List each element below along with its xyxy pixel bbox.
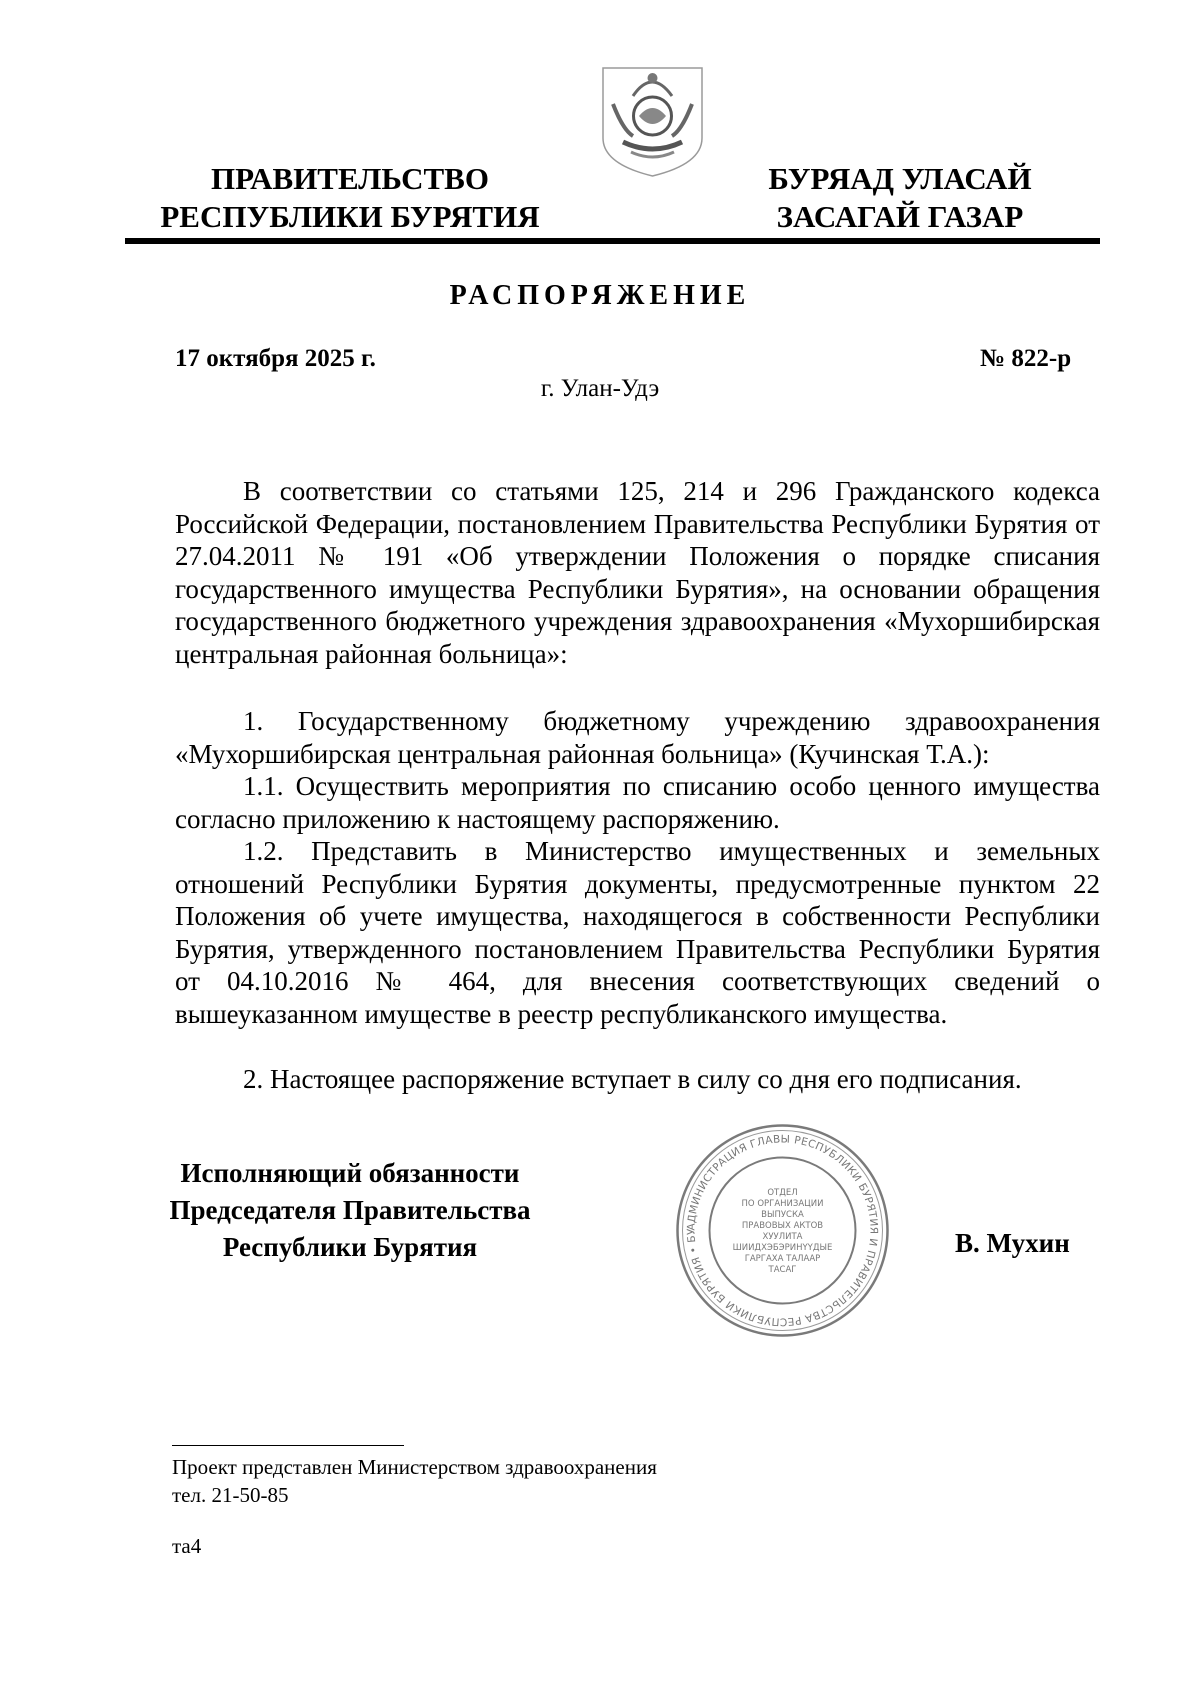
header-right-line-2: ЗАСАГАЙ ГАЗАР (776, 199, 1024, 234)
item-2-paragraph: 2. Настоящее распоряжение вступает в силу со дня его подписания. (243, 1064, 1022, 1094)
executor-code: та4 (172, 1534, 202, 1558)
seal-inner-line: ОТДЕЛ (767, 1188, 798, 1198)
seal-inner-line: ШИИДХЭБЭРИНҮҮДЫЕ (732, 1243, 833, 1253)
official-seal-stamp (665, 1123, 900, 1338)
item-1-paragraph: 1. Государственному бюджетному учреждению здравоохранения «Мухоршибирская центральная районная больница» (Кучинская Т.А.): (175, 706, 1100, 769)
coat-of-arms-icon (595, 60, 710, 180)
government-name-russian (150, 160, 550, 236)
signatory-title-line-1: Исполняющий обязанности (180, 1158, 520, 1188)
document-number: № 822-р (980, 345, 1072, 372)
header-right-line-1: БУРЯАД УЛАСАЙ (768, 161, 1032, 196)
document-date: 17 октября 2025 г. (175, 345, 376, 372)
seal-inner-line: ВЫПУСКА (761, 1210, 804, 1220)
document-type: РАСПОРЯЖЕНИЕ (449, 280, 751, 311)
seal-inner-line: ХУУЛИТА (762, 1232, 803, 1242)
signatory-title (150, 1155, 550, 1266)
seal-inner-line: ПО ОРГАНИЗАЦИИ (741, 1199, 824, 1209)
footer-divider (172, 1445, 404, 1446)
signer-name: В. Мухин (955, 1228, 1070, 1258)
government-name-buryat (730, 160, 1070, 236)
signatory-title-line-3: Республики Бурятия (222, 1232, 478, 1262)
item-1-1-paragraph: 1.1. Осуществить мероприятия по списанию особо ценного имущества согласно приложению к настоящему распоряжению. (175, 771, 1100, 834)
header-left-line-1: ПРАВИТЕЛЬСТВО (211, 161, 489, 196)
seal-inner-line: ТАСАГ (768, 1265, 797, 1275)
seal-inner-line: ГАРГАХА ТАЛААР (744, 1254, 821, 1264)
contact-phone: тел. 21-50-85 (172, 1483, 289, 1507)
preamble-paragraph: В соответствии со статьями 125, 214 и 296 Гражданского кодекса Российской Федерации, постановлением Правительства Республики Бурятия от 27.04.2011 № 191 «Об утверждении Положения о порядке списания государственного имущества Республики Бурятия», на основании обращения государственного бюджетного учреждения здравоохранения «Мухоршибирская центральная районная больница»: (175, 476, 1100, 669)
seal-inner-line: ПРАВОВЫХ АКТОВ (741, 1221, 824, 1231)
document-city: г. Улан-Удэ (540, 375, 660, 402)
signatory-title-line-2: Председателя Правительства (169, 1195, 531, 1225)
project-note: Проект представлен Министерством здравоохранения (172, 1455, 657, 1479)
seal-outer-text: АДМИНИСТРАЦИЯ ГЛАВЫ РЕСПУБЛИКИ БУРЯТИЯ И ПРАВИТЕЛЬСТВА РЕСПУБЛИКИ БУРЯТИЯ • БУ (685, 1133, 880, 1328)
header-divider (125, 238, 1100, 244)
header-left-line-2: РЕСПУБЛИКИ БУРЯТИЯ (160, 199, 540, 234)
item-1-2-paragraph: 1.2. Представить в Министерство имущественных и земельных отношений Республики Бурятия документы, предусмотренные пунктом 22 Положения об учете имущества, находящегося в собственности Республики Бурятия, утвержденного постановлением Правительства Республики Бурятия от 04.10.2016 № 464, для внесения соответствующих сведений о вышеуказанном имуществе в реестр республиканского имущества. (175, 836, 1100, 1029)
